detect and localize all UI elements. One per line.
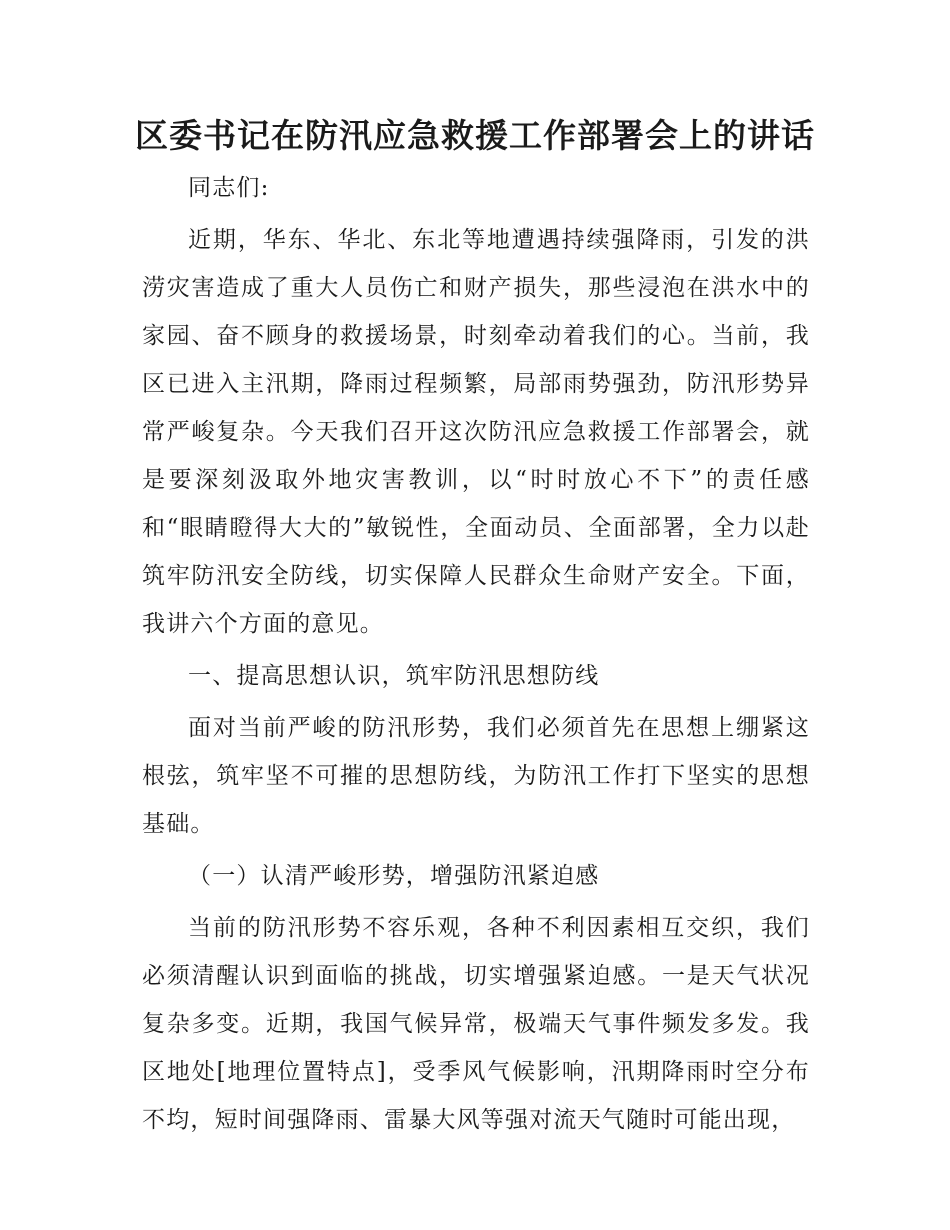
section-1-paragraph: 面对当前严峻的防汛形势，我们必须首先在思想上绷紧这根弦，筑牢坚不可摧的思想防线，为防汛工作打下坚实的思想基础。 (142, 715, 810, 837)
subsection-1-heading: （一）认清严峻形势，增强防汛紧迫感 (188, 863, 600, 889)
document-title: 区委书记在防汛应急救援工作部署会上的讲话 (135, 116, 815, 155)
salutation: 同志们: (188, 175, 270, 201)
intro-paragraph: 近期，华东、华北、东北等地遭遇持续强降雨，引发的洪涝灾害造成了重大人员伤亡和财产损失，那些浸泡在洪水中的家园、奋不顾身的救援场景，时刻牵动着我们的心。当前，我区已进入主汛期，降雨过程频繁，局部雨势强劲，防汛形势异常严峻复杂。今天我们召开这次防汛应急救援工作部署会，就是要深刻汲取外地灾害教训，以“时时放心不下”的责任感和“眼睛瞪得大大的”敏锐性，全面动员、全面部署，全力以赴筑牢防汛安全防线，切实保障人民群众生命财产安全。下面，我讲六个方面的意见。 (142, 227, 810, 637)
document-body (142, 164, 810, 1144)
section-1-heading: 一、提高思想认识，筑牢防汛思想防线 (188, 663, 600, 689)
subsection-1-paragraph: 当前的防汛形势不容乐观，各种不利因素相互交织，我们必须清醒认识到面临的挑战，切实增强紧迫感。一是天气状况复杂多变。近期，我国气候异常，极端天气事件频发多发。我区地处[地理位置特点]，受季风气候影响，汛期降雨时空分布不均，短时间强降雨、雷暴大风等强对流天气随时可能出现， (142, 915, 810, 1133)
